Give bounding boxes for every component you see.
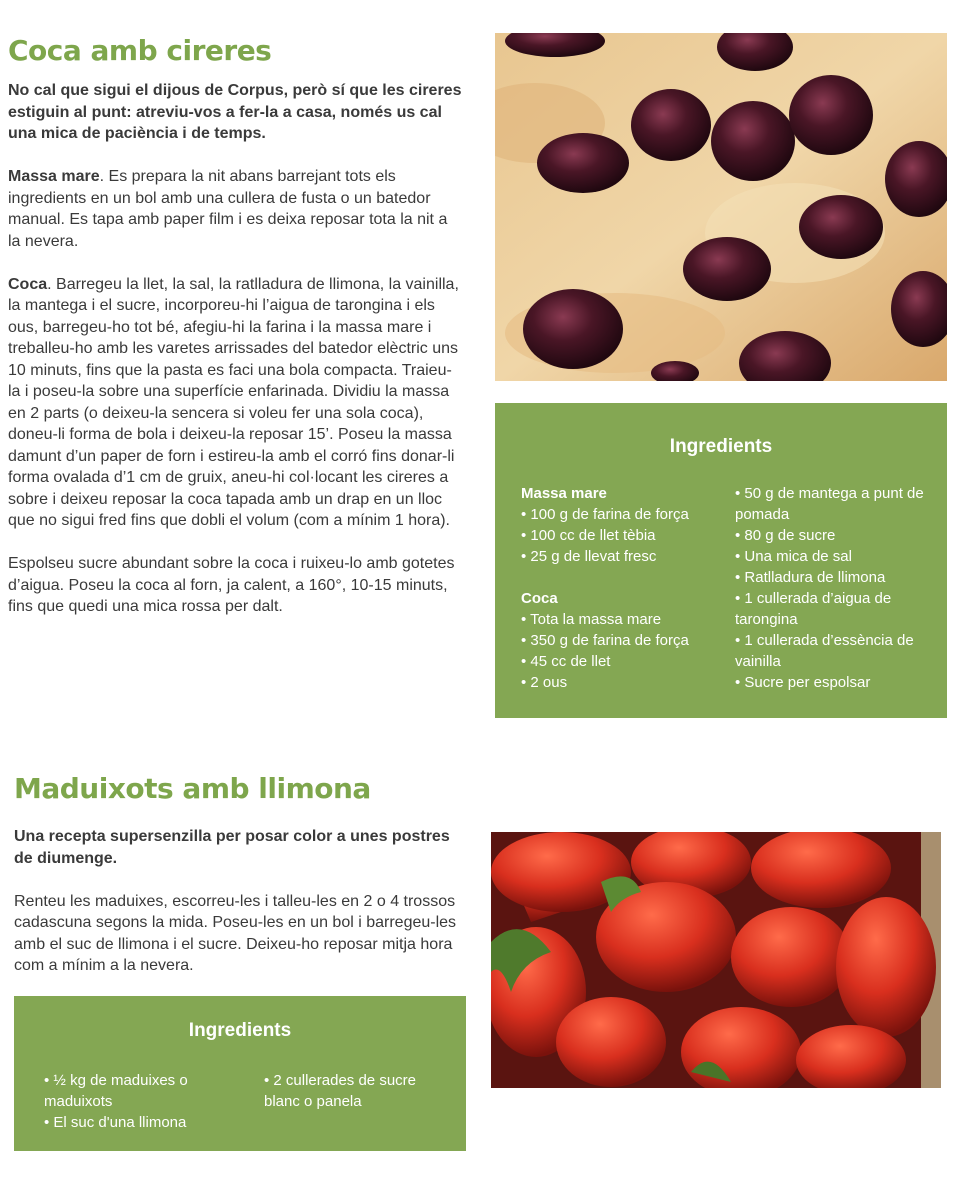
coca-title: Coca amb cireres (8, 34, 272, 67)
ingredient-item: • 2 ous (521, 674, 568, 691)
ingredient-item: • ½ kg de maduixes o maduixots (44, 1072, 188, 1110)
ingredient-item: • 2 cullerades de sucre blanc o panela (264, 1072, 416, 1110)
maduixots-paragraph: Renteu les maduixes, escorreu-les i talleu-les en 2 o 4 trossos cadascuna segons la mida. Poseu-les en un bol i barregeu-les amb el suc de llimona i el sucre. Deixeu-ho reposar mitja hora com a mínim a la nevera. (14, 892, 457, 974)
coca-text (8, 80, 464, 639)
coca-text-body: . Barregeu la llet, la sal, la ratlladura de llimona, la vainilla, la mantega i el sucre, incorporeu-hi l’aigua de tarongina i els ous, barregeu-ho tot bé, afegiu-hi la farina i la massa mare i treballeu-ho amb les varetes arrissades del batedor elèctric uns 10 minuts, fins que la pasta es faci una bola compacta. Traieu-la i poseu-la sobre una superfície enfarinada. Dividiu la massa en 2 parts (o deixeu-la sencera si voleu fer una sola coca), doneu-li forma de bola i deixeu-la reposar 15’. Poseu la massa damunt d’un paper de forn i estireu-la amb el corró fins donar-li forma ovalada d’1 cm de gruix, aneu-hi col·locant les cireres a sobre i deixeu reposar la coca tapada amb un drap en un lloc que no sigui fred fins que dobli el volum (com a mínim 1 hora). (8, 275, 459, 529)
ingredient-item: • 25 g de llevat fresc (521, 548, 657, 565)
ingredient-item: • 45 cc de llet (521, 653, 611, 670)
coca-label: Coca (8, 275, 48, 293)
ingredient-item: • Ratlladura de llimona (735, 569, 886, 586)
coca-ingredients-title: Ingredients (669, 436, 773, 457)
ingredient-item: • Sucre per espolsar (735, 674, 871, 691)
ingredient-item: • Una mica de sal (735, 548, 852, 565)
coca-intro: No cal que sigui el dijous de Corpus, però sí que les cireres estiguin al punt: atreviu-vos a fer-la a casa, només us cal una mica de paciència i de temps. (8, 82, 462, 142)
maduixots-ingredients-box (14, 996, 466, 1151)
maduixots-title: Maduixots amb llimona (14, 772, 371, 805)
coca-paragraph-final: Espolseu sucre abundant sobre la coca i ruixeu-lo amb gotetes d’aigua. Poseu la coca al forn, ja calent, a 160°, 10-15 minuts, fins que quedi una mica rossa per dalt. (8, 555, 455, 615)
coca-ingredients-box (495, 403, 947, 718)
maduixots-intro: Una recepta supersenzilla per posar color a unes postres de diumenge. (14, 828, 450, 867)
coca-ingredients-col2 (735, 483, 935, 693)
massa-mare-label: Massa mare (8, 168, 100, 185)
ingredient-item: • El suc d'una llimona (44, 1114, 187, 1131)
maduixots-ingredients-col2 (264, 1070, 454, 1112)
ingredient-item: • 100 cc de llet tèbia (521, 527, 656, 544)
ingredient-item: • 1 cullerada d’essència de vainilla (735, 632, 914, 670)
coca-paragraph-coca (8, 274, 464, 532)
maduixots-photo (491, 832, 941, 1088)
ingredient-group-coca: Coca (521, 590, 558, 607)
ingredient-item: • 350 g de farina de força (521, 632, 689, 649)
maduixots-text (14, 826, 464, 998)
coca-photo (495, 33, 947, 381)
ingredient-group-massa-mare: Massa mare (521, 485, 607, 502)
ingredient-item: • 80 g de sucre (735, 527, 836, 544)
maduixots-ingredients-col1 (44, 1070, 244, 1133)
ingredient-item: • Tota la massa mare (521, 611, 662, 628)
massa-mare-text: . Es prepara la nit abans barrejant tots els ingredients en un bol amb una cullera de fusta o un batedor manual. Es tapa amb paper film i es deixa reposar tota la nit a la nevera. (8, 168, 448, 250)
ingredient-item: • 50 g de mantega a punt de pomada (735, 485, 924, 523)
maduixots-ingredients-title: Ingredients (188, 1020, 292, 1041)
coca-paragraph-massa-mare (8, 166, 464, 252)
ingredient-item: • 1 cullerada d’aigua de tarongina (735, 590, 892, 628)
coca-ingredients-col1 (521, 483, 721, 693)
ingredient-item: • 100 g de farina de força (521, 506, 689, 523)
